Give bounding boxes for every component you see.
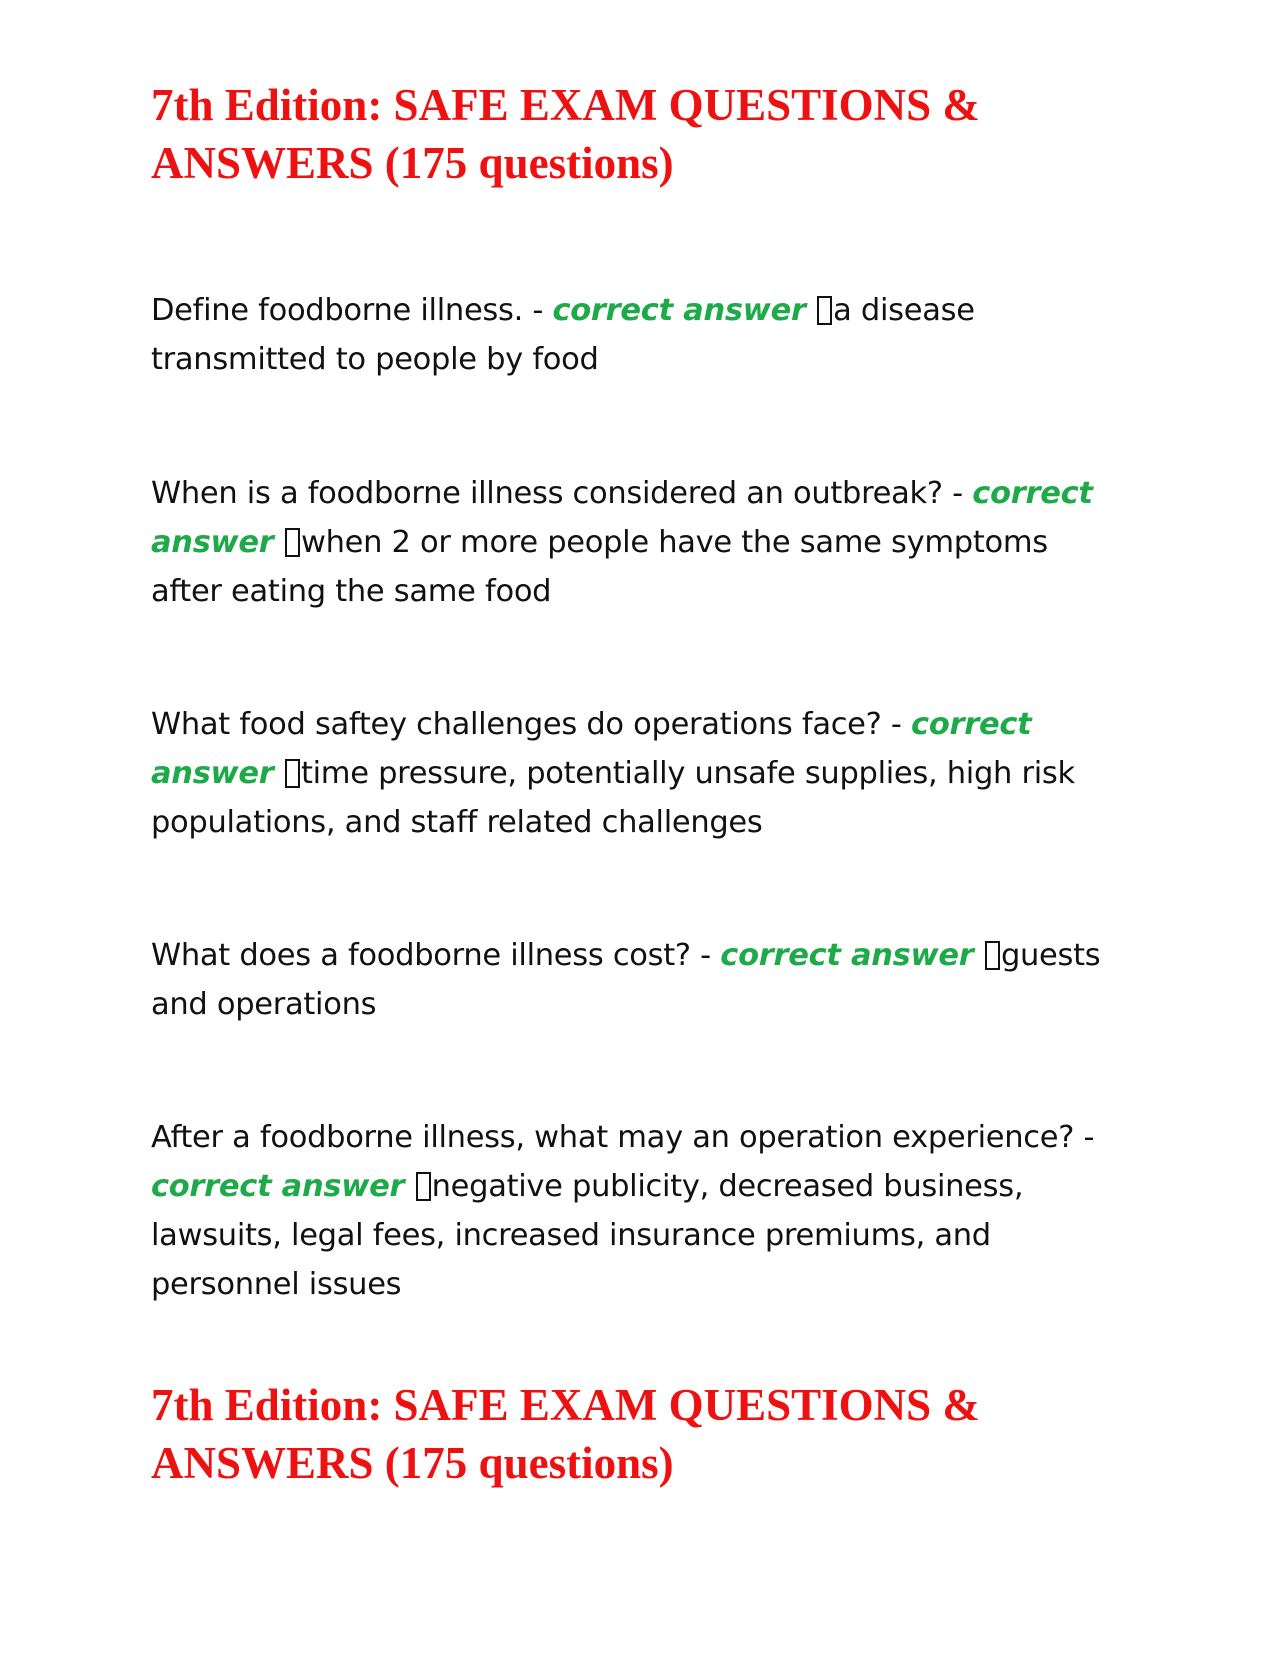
missing-glyph-box-icon <box>985 941 1000 970</box>
question-text: What does a foodborne illness cost? - <box>151 938 711 973</box>
document-title: 7th Edition: SAFE EXAM QUESTIONS & ANSWERS (175 questions) <box>151 80 980 188</box>
question-text: After a foodborne illness, what may an operation experience? - <box>151 1120 1095 1155</box>
answer-text: time pressure, potentially unsafe supplies, high risk populations, and staff related challenges <box>151 756 1075 840</box>
correct-answer-label: correct answer <box>151 476 1093 560</box>
correct-answer-label: correct answer <box>151 707 1032 791</box>
qa-item-1 <box>151 286 1126 384</box>
correct-answer-label: correct answer <box>151 1169 405 1204</box>
question-text: Define foodborne illness. - <box>151 293 544 328</box>
correct-answer-label: correct answer <box>552 293 806 328</box>
missing-glyph-box-icon <box>285 759 300 788</box>
missing-glyph-box-icon <box>285 528 300 557</box>
qa-item-5 <box>151 1113 1126 1309</box>
answer-text: negative publicity, decreased business, lawsuits, legal fees, increased insurance premiums, and personnel issues <box>151 1169 1024 1302</box>
answer-text: guests and operations <box>151 938 1101 1022</box>
missing-glyph-box-icon <box>817 296 832 325</box>
answer-text: when 2 or more people have the same symptoms after eating the same food <box>151 525 1048 609</box>
answer-text: a disease transmitted to people by food <box>151 293 975 377</box>
missing-glyph-box-icon <box>416 1172 431 1201</box>
qa-item-3 <box>151 700 1126 847</box>
qa-item-2 <box>151 469 1126 616</box>
question-text: When is a foodborne illness considered an outbreak? - <box>151 476 963 511</box>
correct-answer-label: correct answer <box>720 938 974 973</box>
document-footer-title: 7th Edition: SAFE EXAM QUESTIONS & ANSWERS (175 questions) <box>151 1380 980 1488</box>
question-text: What food saftey challenges do operations face? - <box>151 707 902 742</box>
qa-item-4 <box>151 931 1126 1029</box>
